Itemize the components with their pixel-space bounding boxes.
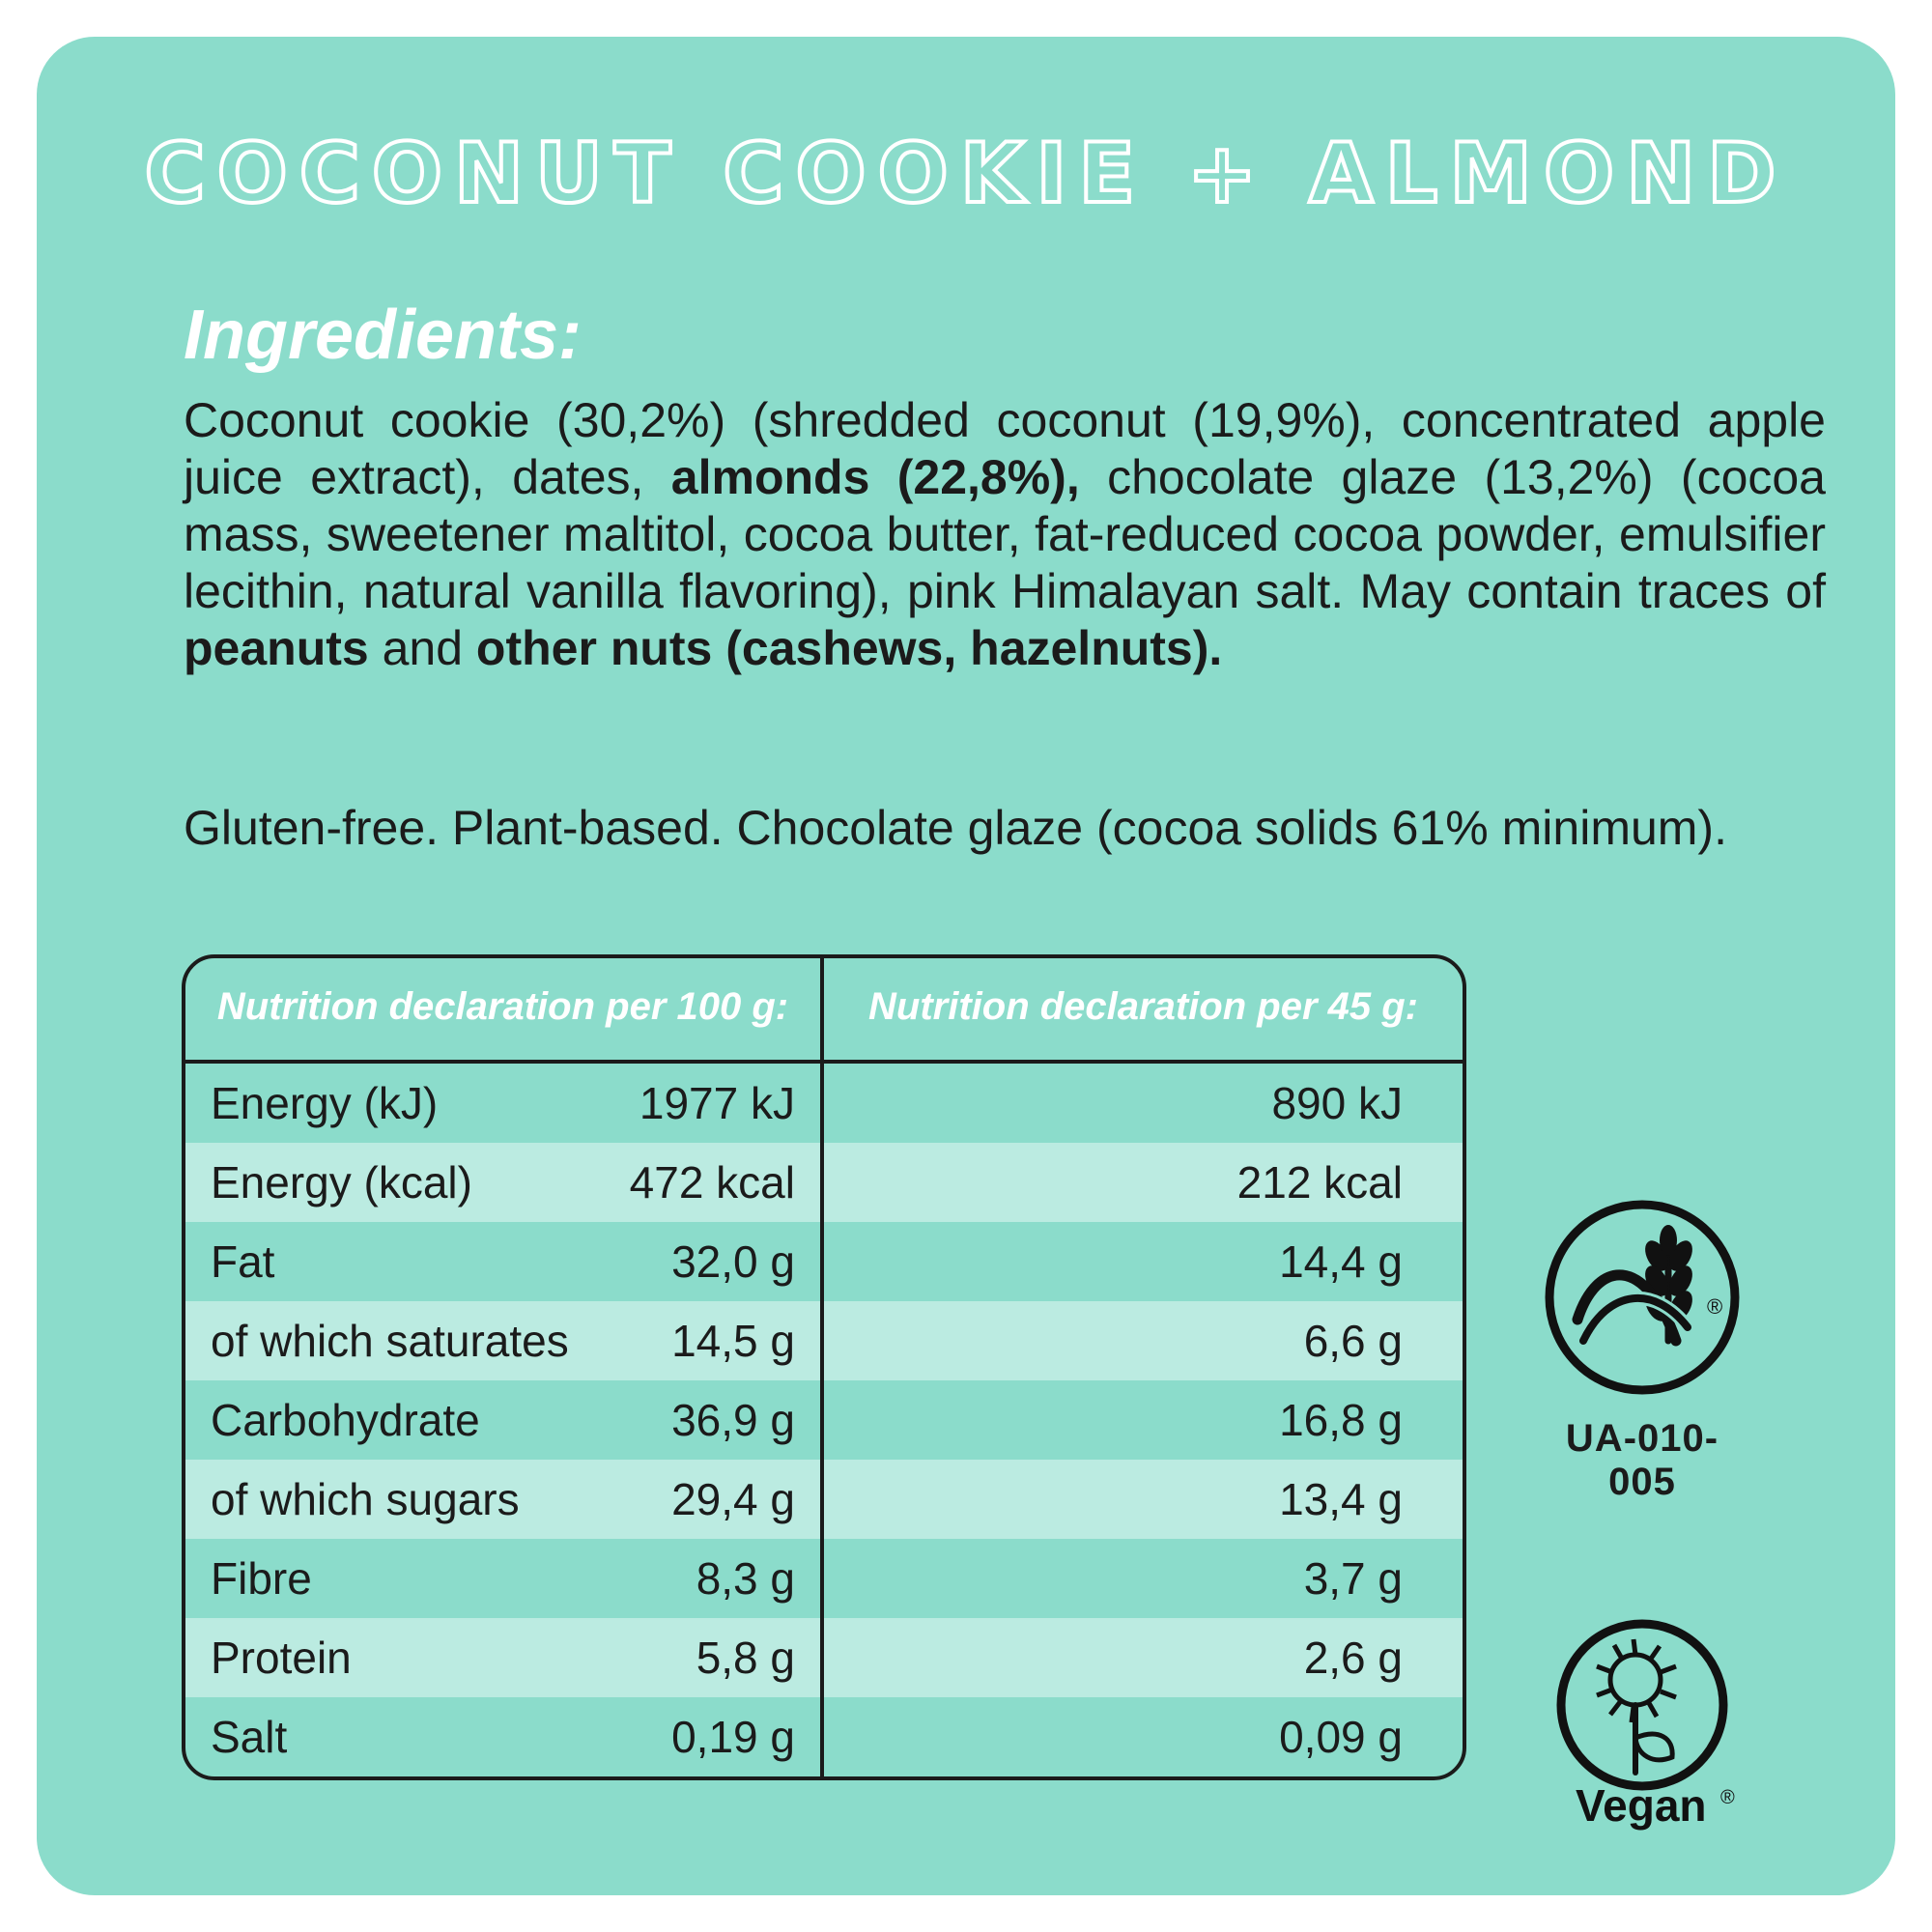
nutrient-value-45g: 6,6 g bbox=[1303, 1315, 1403, 1366]
table-row bbox=[185, 1380, 1463, 1460]
claims-text: Gluten-free. Plant-based. Chocolate glaze (cocoa solids 61% minimum). bbox=[184, 801, 1727, 855]
nutrient-value-100g: 472 kcal bbox=[629, 1156, 795, 1208]
gluten-free-badge bbox=[1541, 1196, 1744, 1504]
nutrient-value-100g: 1977 kJ bbox=[639, 1077, 795, 1128]
nutrition-cell-per-100g bbox=[185, 1143, 824, 1222]
nutrient-value-100g: 0,19 g bbox=[671, 1711, 795, 1762]
nutrition-cell-per-100g bbox=[185, 1618, 824, 1697]
vegan-label: Vegan bbox=[1576, 1780, 1707, 1831]
nutrition-header-per-45g: Nutrition declaration per 45 g: bbox=[868, 985, 1418, 1028]
nutrition-cell-per-100g bbox=[185, 1460, 824, 1539]
nutrition-table bbox=[182, 954, 1466, 1780]
nutrition-table-header bbox=[185, 958, 1463, 1064]
gluten-free-code: UA-010-005 bbox=[1565, 1417, 1719, 1503]
table-row bbox=[185, 1222, 1463, 1301]
nutrient-value-45g: 16,8 g bbox=[1279, 1394, 1403, 1445]
svg-text:®: ® bbox=[1707, 1294, 1723, 1319]
table-row bbox=[185, 1301, 1463, 1380]
nutrient-value-45g: 2,6 g bbox=[1303, 1632, 1403, 1683]
table-row bbox=[185, 1143, 1463, 1222]
nutrient-value-100g: 5,8 g bbox=[696, 1632, 795, 1683]
nutrition-cell-per-100g bbox=[185, 1539, 824, 1618]
vegan-flower-icon bbox=[1521, 1610, 1763, 1833]
page-title: COCONUT COOKIE + ALMOND bbox=[144, 126, 1788, 222]
certification-badges bbox=[1497, 1196, 1787, 1837]
table-row bbox=[185, 1064, 1463, 1143]
nutrient-name: Fibre bbox=[211, 1552, 312, 1604]
table-row bbox=[185, 1697, 1463, 1776]
table-row bbox=[185, 1539, 1463, 1618]
ingredient-allergen: almonds (22,8%), bbox=[670, 450, 1080, 504]
nutrition-rows bbox=[185, 1064, 1463, 1776]
ingredient-run: chocolate glaze (13,2%) (cocoa mass, sweetener maltitol, cocoa butter, fat-reduced cocoa powder, emulsifier lecithin, natural vanilla flavoring), pink Himalayan salt. May contain traces of bbox=[184, 450, 1826, 618]
gluten-free-icon bbox=[1541, 1196, 1744, 1399]
svg-text:®: ® bbox=[1720, 1787, 1735, 1808]
nutrition-cell-per-45g bbox=[824, 1539, 1463, 1618]
nutrition-cell-per-45g bbox=[824, 1697, 1463, 1776]
nutrition-cell-per-45g bbox=[824, 1064, 1463, 1143]
nutrition-cell-per-100g bbox=[185, 1380, 824, 1460]
nutrition-cell-per-45g bbox=[824, 1301, 1463, 1380]
ingredient-run: Coconut cookie (30,2%) (shredded coconut (19,9%), concentrated apple juice extract), dates, bbox=[184, 393, 1826, 504]
ingredients-text bbox=[184, 392, 1826, 677]
nutrient-name: Fat bbox=[211, 1236, 275, 1287]
product-label-card bbox=[37, 37, 1895, 1895]
nutrition-cell-per-100g bbox=[185, 1697, 824, 1776]
nutrient-value-45g: 3,7 g bbox=[1303, 1552, 1403, 1604]
nutrition-cell-per-45g bbox=[824, 1380, 1463, 1460]
nutrition-cell-per-45g bbox=[824, 1143, 1463, 1222]
nutrition-cell-per-100g bbox=[185, 1301, 824, 1380]
vegan-badge bbox=[1521, 1610, 1763, 1837]
nutrition-header-per-100g: Nutrition declaration per 100 g: bbox=[185, 958, 824, 1060]
nutrition-cell-per-45g bbox=[824, 1460, 1463, 1539]
nutrient-name: Protein bbox=[211, 1632, 352, 1683]
table-row bbox=[185, 1618, 1463, 1697]
ingredient-allergen: other nuts (cashews, hazelnuts). bbox=[475, 621, 1223, 675]
nutrient-value-45g: 212 kcal bbox=[1236, 1156, 1403, 1208]
nutrient-value-100g: 36,9 g bbox=[671, 1394, 795, 1445]
nutrient-name: of which saturates bbox=[211, 1315, 569, 1366]
nutrition-cell-per-100g bbox=[185, 1222, 824, 1301]
ingredient-allergen: peanuts bbox=[184, 621, 369, 675]
nutrient-value-45g: 890 kJ bbox=[1271, 1077, 1403, 1128]
nutrient-value-45g: 0,09 g bbox=[1279, 1711, 1403, 1762]
nutrient-value-45g: 14,4 g bbox=[1279, 1236, 1403, 1287]
nutrition-cell-per-100g bbox=[185, 1064, 824, 1143]
nutrient-name: Energy (kJ) bbox=[211, 1077, 439, 1128]
ingredients-heading: Ingredients: bbox=[184, 297, 582, 374]
nutrient-value-100g: 32,0 g bbox=[671, 1236, 795, 1287]
nutrition-cell-per-45g bbox=[824, 1618, 1463, 1697]
nutrient-value-100g: 8,3 g bbox=[696, 1552, 795, 1604]
nutrient-name: of which sugars bbox=[211, 1473, 520, 1524]
nutrient-name: Salt bbox=[211, 1711, 288, 1762]
table-row bbox=[185, 1460, 1463, 1539]
nutrient-value-100g: 29,4 g bbox=[671, 1473, 795, 1524]
ingredient-run: and bbox=[368, 621, 476, 675]
nutrient-name: Energy (kcal) bbox=[211, 1156, 472, 1208]
nutrient-value-45g: 13,4 g bbox=[1279, 1473, 1403, 1524]
nutrient-name: Carbohydrate bbox=[211, 1394, 480, 1445]
nutrition-cell-per-45g bbox=[824, 1222, 1463, 1301]
nutrient-value-100g: 14,5 g bbox=[671, 1315, 795, 1366]
